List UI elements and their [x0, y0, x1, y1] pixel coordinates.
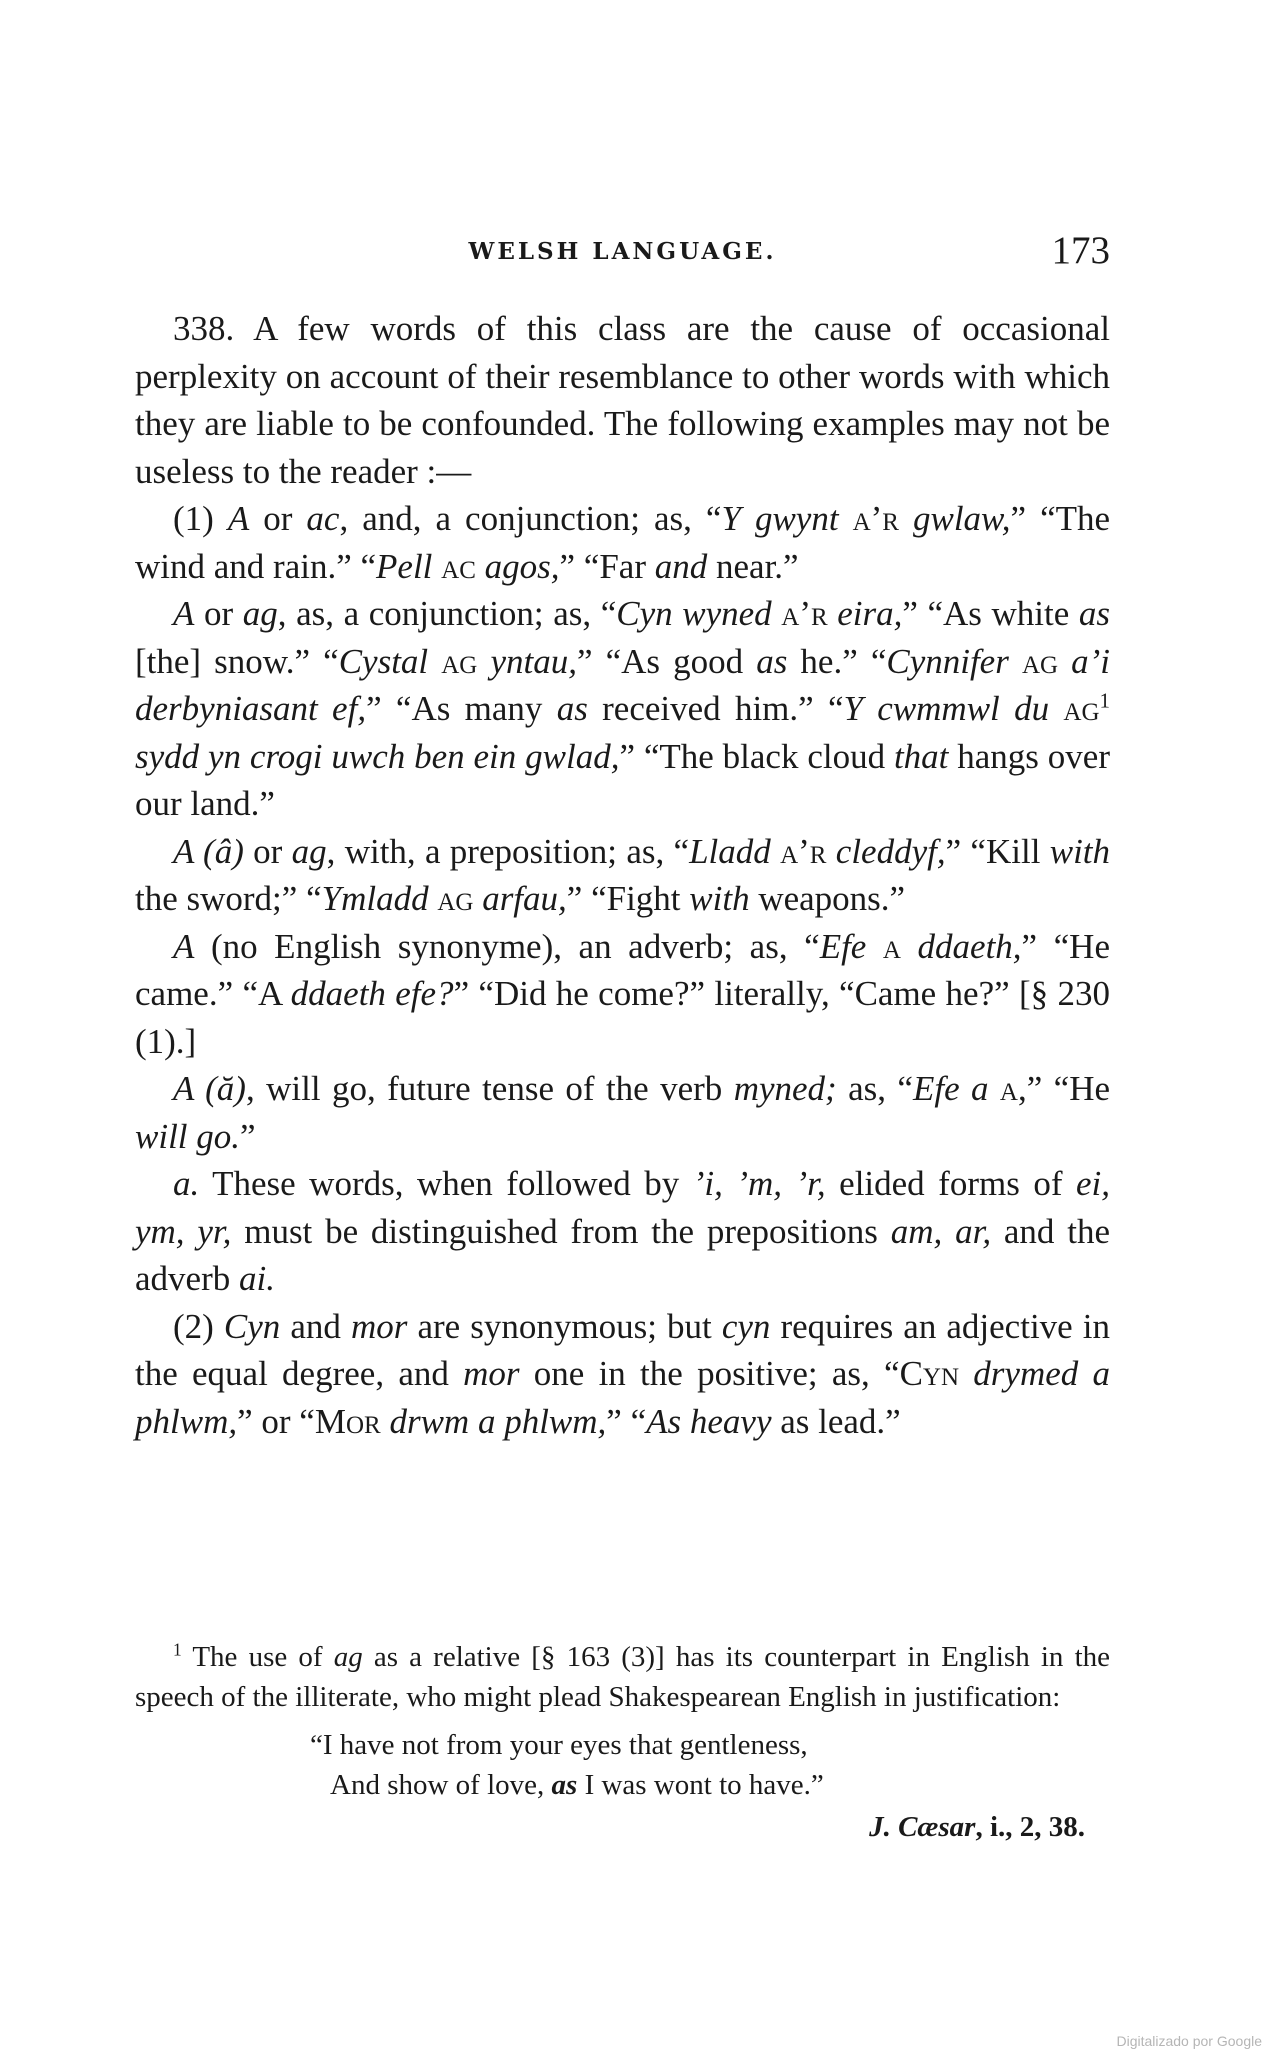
paragraph-a-will-go: A (ă), will go, future tense of the verb myned; as, “Efe a a,” “He will go.”	[135, 1069, 1111, 1156]
quote-attribution: J. Cæsar, i., 2, 38.	[869, 1811, 1085, 1843]
paragraph-a-adverb: A (no English synonyme), an adverb; as, “Efe a ddaeth,” “He came.” “A ddaeth efe?” “Did he come?” literally, “Came he?” [§ 230 (1).]	[135, 926, 1110, 1061]
quote-line: “I have not from your eyes that gentleness,	[310, 1729, 808, 1761]
paragraph-a-conjunction-as: A or ag, as, a conjunction; as, “Cyn wyned a’r eira,” “As white as [the] snow.” “Cystal ag yntau,” “As good as he.” “Cynnifer ag a’i derbyniasant ef,” “As many as received him.” “Y cwmmwl du $ag^1$ sydd yn crogi uwch ben ein gwlad,” “The black cloud that hangs over our land.”	[135, 594, 1111, 823]
footnote-quote	[310, 1725, 1110, 1805]
footnote-text: $^1$ The use of ag as a relative [§ 163 (3)] has its counterpart in English in the speech of the illiterate, who might plead Shakespearean English in justification:	[135, 1639, 1110, 1713]
paragraph-a-preposition: A (â) or ag, with, a preposition; as, “Lladd a’r cleddyf,” “Kill with the sword;” “Ymladd ag arfau,” “Fight with weapons.”	[135, 831, 1111, 918]
page-header	[135, 228, 1110, 284]
paragraph-338: 338. A few words of this class are the cause of occasional perplexity on account of their resemblance to other words with which they are liable to be confounded. The following examples may not be useless to the reader :—	[135, 309, 1110, 491]
page-number: 173	[1051, 229, 1110, 272]
footnote	[135, 1637, 1110, 1847]
footnote-ref: 1	[1099, 688, 1110, 713]
page-body	[135, 305, 1110, 1445]
section-number: 338.	[173, 309, 235, 348]
quote-line: And show of love, as I was wont to have.”	[330, 1769, 824, 1801]
paragraph-example-2: (2) Cyn and mor are synonymous; but cyn requires an adjective in the equal degree, and mor one in the positive; as, “Cyn drymed a phlwm,” or “Mor drwm a phlwm,” “As heavy as lead.”	[135, 1306, 1111, 1441]
footnote-marker: 1	[173, 1639, 182, 1660]
digitization-credit: Digitalizado por Google	[1116, 2033, 1262, 2049]
running-head: WELSH LANGUAGE.	[468, 238, 777, 265]
paragraph-note-a: a. These words, when followed by ’i, ’m, ’r, elided forms of ei, ym, yr, must be distinguished from the prepositions am, ar, and the adverb ai.	[135, 1164, 1110, 1298]
paragraph-example-1: (1) A or ac, and, a conjunction; as, “Y gwynt a’r gwlaw,” “The wind and rain.” “Pell ac agos,” “Far and near.”	[135, 499, 1111, 586]
